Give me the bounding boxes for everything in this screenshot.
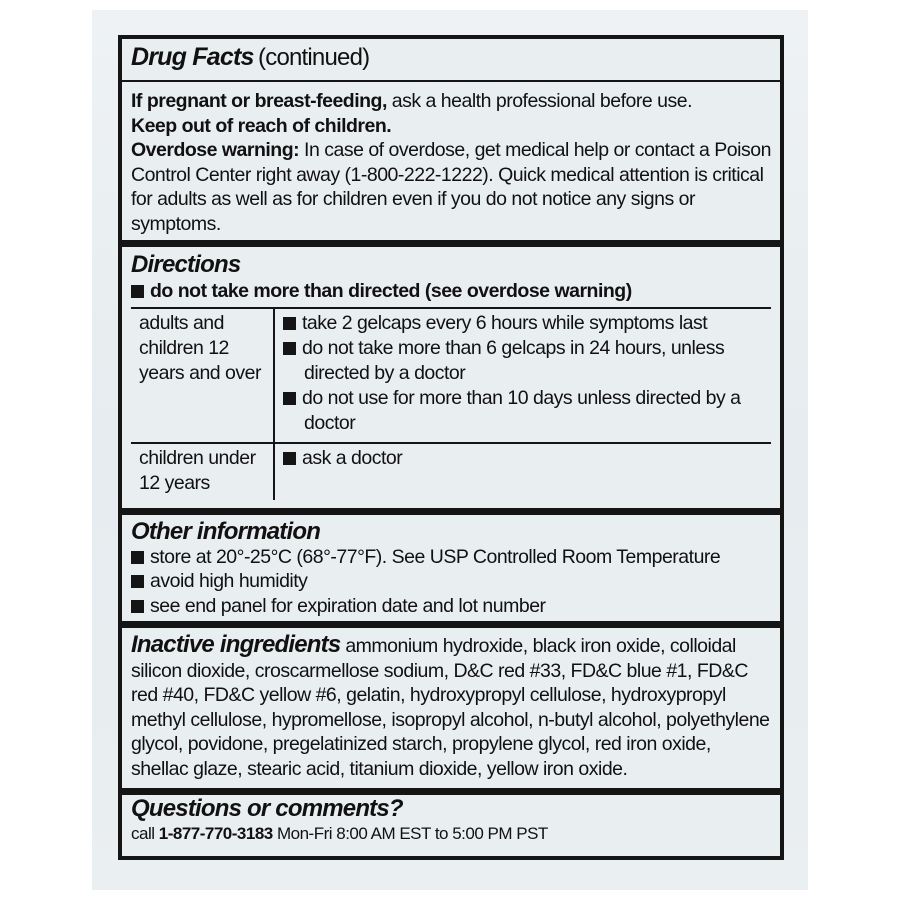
title-section [122, 39, 780, 82]
phone-hours: Mon-Fri 8:00 AM EST to 5:00 PM PST [276, 823, 548, 843]
bullet-square-icon [131, 600, 144, 613]
bullet-square-icon [283, 342, 296, 355]
inactive-ingredients-section [122, 628, 780, 795]
questions-heading: Questions or comments? [131, 795, 403, 822]
other-item: store at 20°-25°C (68°-77°F). See USP Controlled Room Temperature [150, 545, 721, 568]
drug-facts-label [118, 35, 784, 860]
phone-number: 1-877-770-3183 [158, 823, 273, 843]
directions-table [131, 309, 771, 500]
bullet-square-icon [283, 392, 296, 405]
other-information-section [122, 515, 780, 628]
overdose-text: In case of overdose, get medical help or contact a Poison Control Center right away (1-800-222-1222). Quick medical attention is critical for adults as well as for children even if you do not notice any signs or symptoms. [131, 139, 771, 235]
inactive-heading: Inactive ingredients [131, 631, 341, 658]
pregnant-heading: If pregnant or breast-feeding, [131, 90, 387, 112]
direction-item: do not use for more than 10 days unless directed by a doctor [302, 386, 741, 434]
table-row [131, 443, 771, 500]
title-rest: (continued) [258, 44, 370, 71]
other-item: see end panel for expiration date and lot number [150, 594, 546, 617]
keep-out-warning: Keep out of reach of children. [131, 114, 392, 137]
bullet-square-icon [131, 575, 144, 588]
directions-general: do not take more than directed (see overdose warning) [150, 280, 632, 302]
direction-item: ask a doctor [302, 446, 403, 469]
title-bold: Drug Facts [131, 43, 254, 71]
call-prefix: call [131, 823, 155, 843]
bullet-square-icon [283, 452, 296, 465]
table-row [131, 309, 771, 443]
age-group: children under 12 years [131, 443, 274, 500]
bullet-square-icon [131, 285, 144, 298]
overdose-heading: Overdose warning: [131, 139, 300, 161]
directions-section [122, 247, 780, 515]
other-heading: Other information [131, 518, 321, 545]
age-group: adults and children 12 years and over [131, 309, 274, 443]
bullet-square-icon [131, 551, 144, 564]
directions-heading: Directions [131, 251, 241, 278]
direction-item: take 2 gelcaps every 6 hours while symptoms last [302, 311, 708, 334]
bullet-square-icon [283, 317, 296, 330]
direction-item: do not take more than 6 gelcaps in 24 hours, unless directed by a doctor [302, 336, 725, 384]
questions-section [122, 795, 780, 846]
other-item: avoid high humidity [150, 570, 308, 592]
pregnant-text: ask a health professional before use. [391, 90, 692, 112]
warnings-section [122, 82, 780, 247]
inactive-text: ammonium hydroxide, black iron oxide, colloidal silicon dioxide, croscarmellose sodium, D&C red #33, FD&C blue #1, FD&C red #40, FD&C yellow #6, gelatin, hydroxypropyl cellulose, hydroxypropyl methyl cellulose, hypromellose, isopropyl alcohol, n-butyl alcohol, polyethylene glycol, povidone, pregelatinized starch, propylene glycol, red iron oxide, shellac glaze, stearic acid, titanium dioxide, yellow iron oxide. [131, 635, 770, 780]
